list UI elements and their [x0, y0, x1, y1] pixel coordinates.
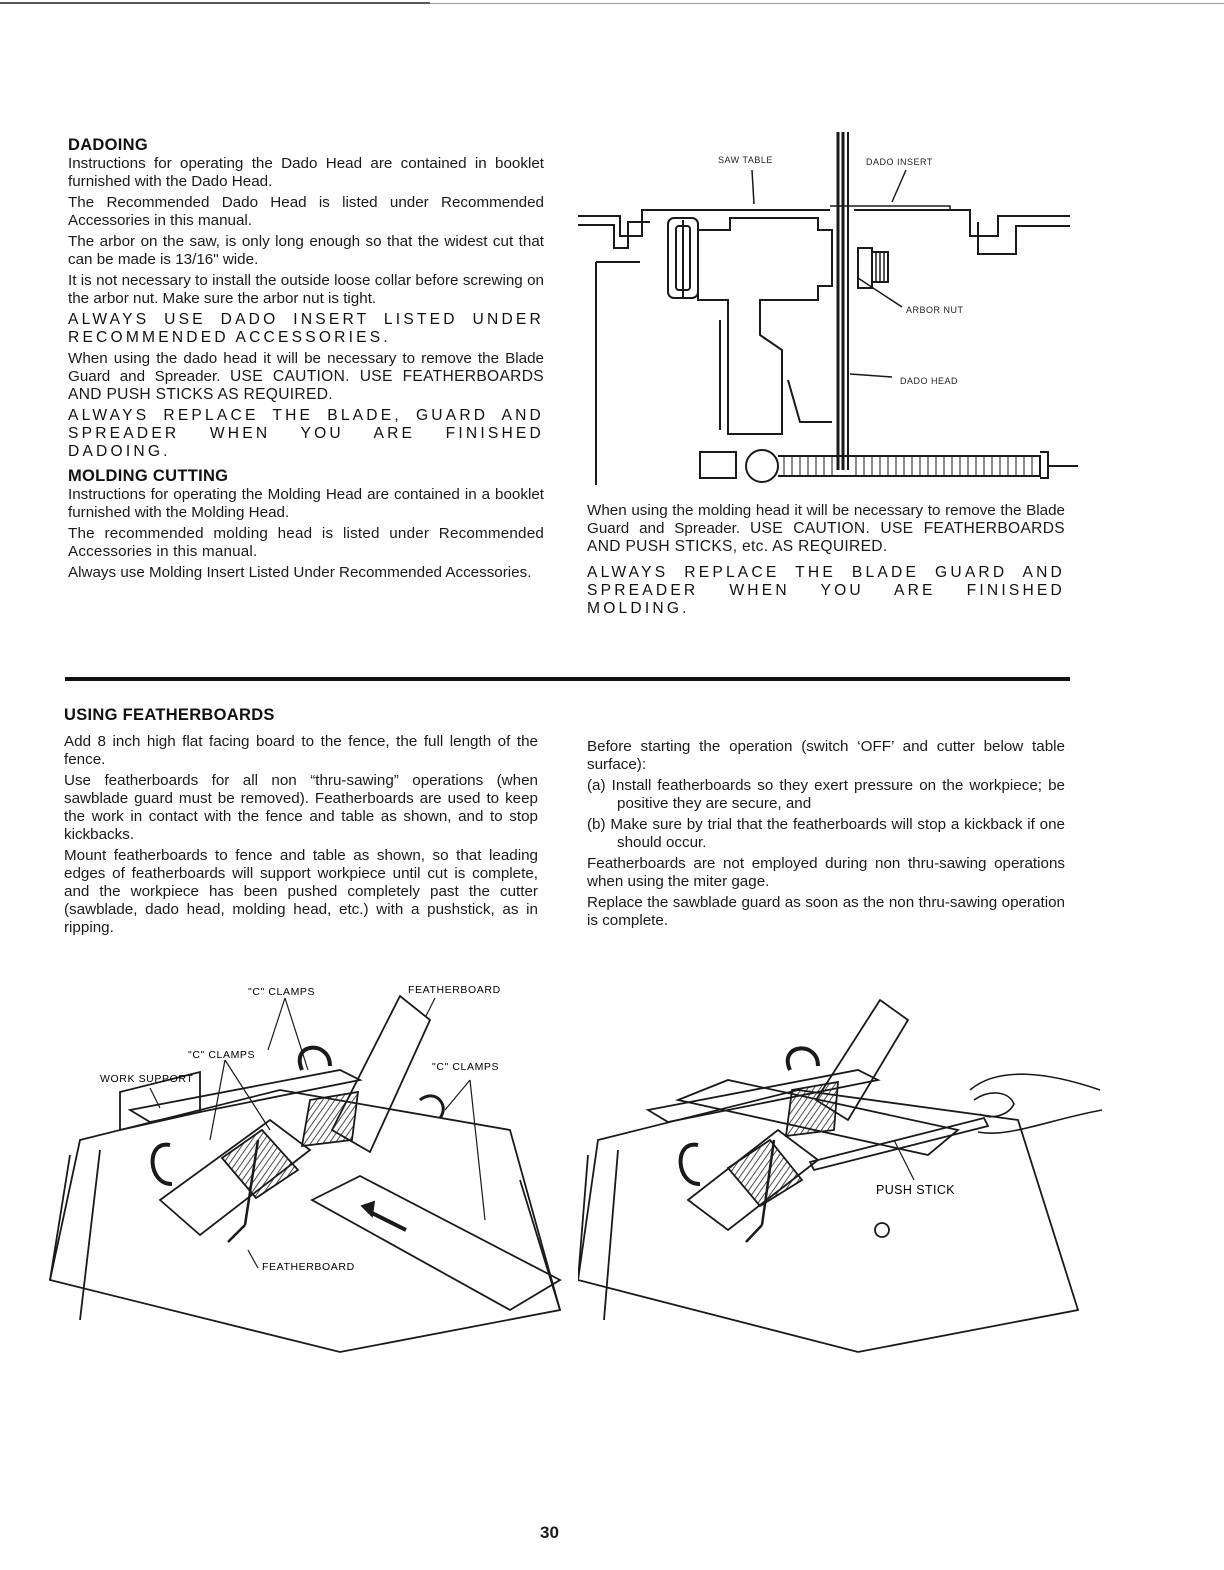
feed-arrow-head — [362, 1202, 374, 1216]
leader-dado-insert — [892, 170, 906, 202]
frame-left — [596, 262, 640, 485]
featherboard-horizontal-fingers — [222, 1130, 298, 1198]
label-featherboard-top: FEATHERBOARD — [408, 984, 501, 996]
molding-use-caution: USE CAUTION. USE FEATHERBOARDS AND PUSH STICKS, etc. AS REQUIRED. — [587, 520, 1065, 555]
push-stick-illustration — [578, 980, 1108, 1360]
motor-housing — [698, 218, 832, 434]
housing-detail-right — [788, 380, 832, 422]
step-b — [587, 816, 1065, 852]
shaft-wheel — [746, 450, 778, 482]
label-dado-head: DADO HEAD — [900, 376, 959, 386]
workpiece — [312, 1176, 560, 1310]
table-top-left — [578, 210, 830, 236]
molding-remove-guard-text: When using the molding head it will be necessary to remove the Blade Guard and Spreader. — [587, 502, 1065, 537]
label-c-clamps-mid: "C" CLAMPS — [188, 1049, 256, 1061]
label-arbor-nut: ARBOR NUT — [906, 305, 964, 315]
featherboards-para-3: Mount featherboards to fence and table as shown, so that leading edges of featherboards will support workpiece until cut is complete, and the workpiece has been pushed completely past the cutter (sawblade, dado head, molding head, etc.) with a pushstick, as in ripping. — [64, 847, 538, 936]
step-a-marker: (a) — [587, 777, 606, 794]
dadoing-section — [68, 136, 544, 585]
feed-arrow — [370, 1212, 406, 1230]
featherboards-para-4: Featherboards are not employed during non thru-sawing operations when using the miter gage. — [587, 855, 1065, 890]
featherboards-left — [64, 706, 538, 940]
c-clamp-fence-right — [788, 1048, 818, 1070]
featherboards-para-1: Add 8 inch high flat facing board to the fence, the full length of the fence. — [64, 733, 538, 768]
step-b-text: Make sure by trial that the featherboards will stop a kickback if one should occur. — [610, 816, 1065, 851]
scan-edge-line — [0, 2, 430, 4]
table-legs-left — [50, 1150, 100, 1320]
step-a — [587, 777, 1065, 813]
featherboard-vertical-fingers-right — [786, 1082, 838, 1136]
dadoing-remove-guard-text: When using the dado head it will be necessary to remove the Blade Guard and Spreader. — [68, 350, 544, 385]
molding-para-3: Always use Molding Insert Listed Under Recommended Accessories. — [68, 564, 532, 581]
table-insert-hole — [875, 1223, 889, 1237]
featherboards-para-5: Replace the sawblade guard as soon as the non thru-sawing operation is complete. — [587, 894, 1065, 929]
table-under-right — [978, 222, 1070, 254]
label-c-clamps-top: "C" CLAMPS — [248, 986, 316, 998]
table-top-right — [854, 210, 1070, 236]
dadoing-para-1: Instructions for operating the Dado Head are contained in booklet furnished with the Dado Head. — [68, 155, 544, 190]
dadoing-heading: DADOING — [68, 136, 149, 154]
section-divider — [65, 677, 1070, 681]
featherboards-heading: USING FEATHERBOARDS — [64, 706, 275, 724]
featherboards-right — [587, 738, 1065, 933]
page-number: 30 — [540, 1523, 559, 1542]
dadoing-para-4: It is not necessary to install the outside loose collar before screwing on the arbor nut. Make sure the arbor nut is tight. — [68, 272, 544, 307]
dadoing-use-caution: USE CAUTION. USE FEATHERBOARDS AND PUSH STICKS AS REQUIRED. — [68, 368, 544, 403]
molding-replace-warning: ALWAYS REPLACE THE BLADE GUARD AND SPREADER WHEN YOU ARE FINISHED MOLDING. — [587, 564, 1065, 617]
molding-para-2: The recommended molding head is listed under Recommended Accessories in this manual. — [68, 525, 544, 560]
dadoing-replace-warning: ALWAYS REPLACE THE BLADE, GUARD AND SPREADER WHEN YOU ARE FINISHED DADOING. — [68, 407, 544, 460]
molding-heading: MOLDING CUTTING — [68, 467, 229, 485]
shaft-end-left — [700, 452, 736, 478]
dadoing-para-3: The arbor on the saw, is only long enough so that the widest cut that can be made is 13/16" wide. — [68, 233, 544, 268]
molding-para-1: Instructions for operating the Molding Head are contained in a booklet furnished with the Molding Head. — [68, 486, 544, 521]
featherboard-setup-illustration — [40, 980, 580, 1360]
screw-shaft — [778, 456, 1040, 476]
molding-remove-guard — [587, 502, 1065, 556]
c-clamp-front — [153, 1145, 172, 1184]
dado-head-diagram — [570, 130, 1080, 502]
push-stick — [810, 1118, 988, 1170]
label-c-clamps-right: "C" CLAMPS — [432, 1061, 500, 1073]
featherboard-steps — [587, 777, 1065, 852]
hand-outline — [970, 1074, 1102, 1133]
scan-edge-line-faint — [430, 3, 1224, 4]
leader-dado-head — [850, 374, 892, 377]
dadoing-remove-guard — [68, 350, 544, 404]
featherboards-para-2: Use featherboards for all non “thru-sawing” operations (when sawblade guard must be removed). Featherboards are used to keep the work in contact with the fence and table as shown, and to stop kickbacks. — [64, 772, 538, 843]
shaft-end-right — [1040, 452, 1048, 478]
label-push-stick: PUSH STICK — [876, 1183, 956, 1197]
before-starting: Before starting the operation (switch ‘OFF’ and cutter below table surface): — [587, 738, 1065, 773]
step-b-marker: (b) — [587, 816, 606, 833]
label-work-support: WORK SUPPORT — [100, 1073, 194, 1085]
dadoing-insert-caution: ALWAYS USE DADO INSERT LISTED UNDER RECOMMENDED ACCESSORIES. — [68, 311, 544, 346]
label-featherboard-bottom: FEATHERBOARD — [262, 1261, 355, 1273]
label-dado-insert: DADO INSERT — [866, 157, 933, 167]
featherboard-vertical-fingers — [302, 1092, 358, 1146]
c-clamp-front-right — [681, 1145, 700, 1184]
label-saw-table: SAW TABLE — [718, 155, 773, 165]
leader-saw-table — [752, 170, 754, 204]
molding-notes — [587, 502, 1065, 621]
dadoing-para-2: The Recommended Dado Head is listed under Recommended Accessories in this manual. — [68, 194, 544, 229]
step-a-text: Install featherboards so they exert pressure on the workpiece; be positive they are secure, and — [611, 777, 1065, 812]
